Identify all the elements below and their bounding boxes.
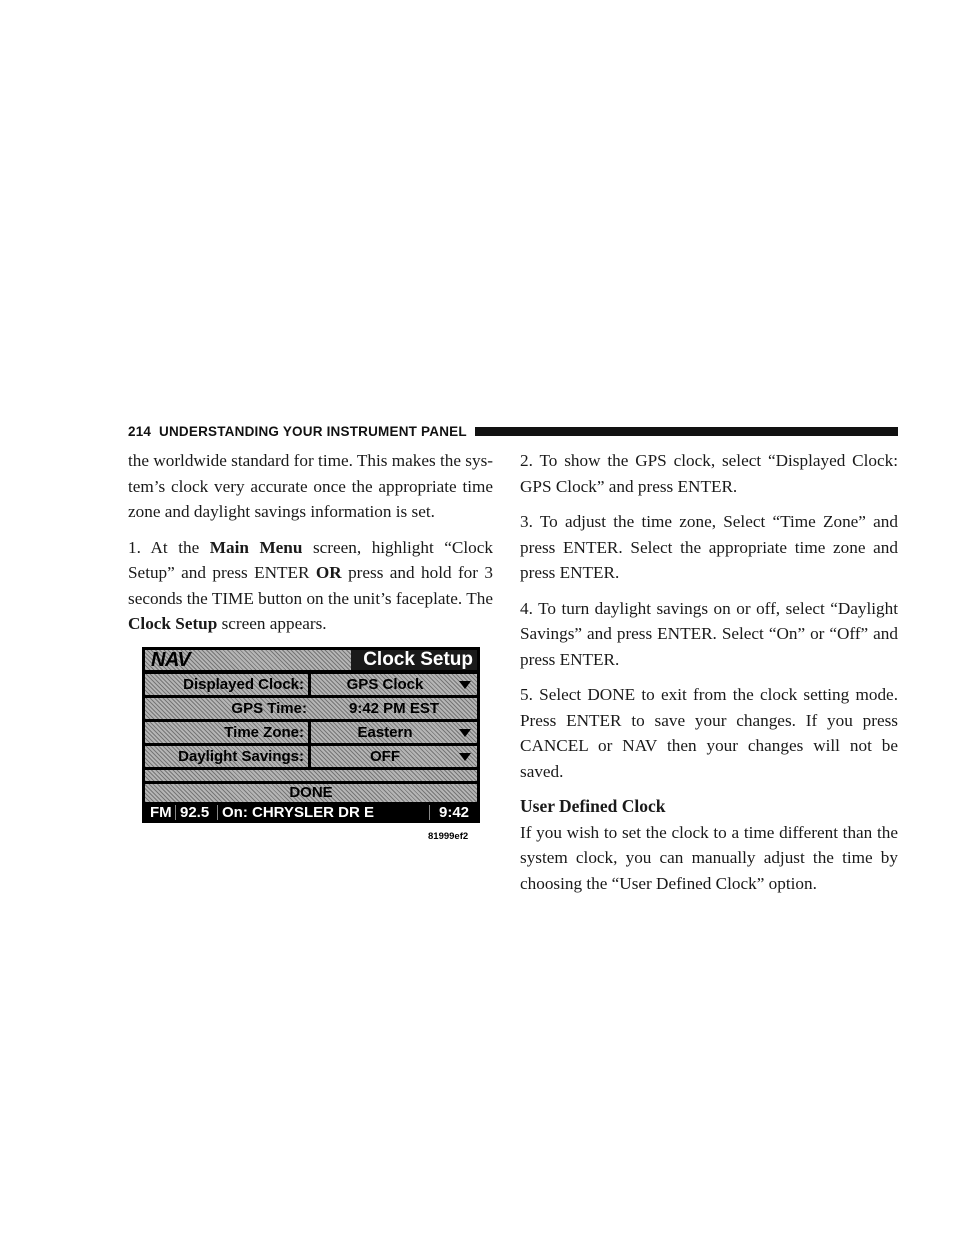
status-separator [429,805,430,820]
section-heading: User Defined Clock [520,796,666,816]
status-separator [175,805,176,820]
daylight-savings-row [145,746,477,767]
user-defined-clock-paragraph: If you wish to set the clock to a time different than the system clock, you can manually adjust the time by choosing the “User Defined Clock” option. [520,822,898,893]
status-separator [217,805,218,820]
spacer-row [145,770,477,781]
street-label: On: CHRYSLER DR E [222,803,374,821]
main-menu-term: Main Menu [209,537,303,557]
step-1-text-g: screen appears. [217,614,327,633]
dropdown-arrow-icon [459,681,471,689]
step-3-paragraph: 3. To adjust the time zone, Select “Time Zone” and press ENTER. Select the appropriate time zone and press ENTER. [520,512,898,582]
or-term: OR [315,563,342,582]
nav-label: NAV [151,648,191,671]
band-label: FM [150,803,172,821]
step-2-paragraph: 2. To show the GPS clock, select “Displayed Clock: GPS Clock” and press ENTER. [520,451,898,496]
step-1-paragraph [128,535,493,637]
gps-time-row [145,698,477,719]
frequency-label: 92.5 [180,803,210,821]
displayed-clock-row [145,674,477,695]
page-header [128,422,898,440]
step-1-text-a: 1. At the [128,537,210,557]
row-label: GPS Time: [231,699,307,717]
right-column [520,448,898,906]
screen-status-bar [145,804,477,821]
dropdown-arrow-icon [459,729,471,737]
row-value: 9:42 PM EST [348,699,440,717]
clock-setup-term: Clock Setup [128,614,218,633]
screen-title: Clock Setup [351,650,477,670]
time-zone-row [145,722,477,743]
dropdown-arrow-icon [459,753,471,761]
header-text [128,424,475,439]
left-column [128,448,493,849]
done-button: DONE [145,784,477,802]
step-5-paragraph: 5. Select DONE to exit from the clock setting mode. Press ENTER to save your changes. If you press CANCEL or NAV then your changes will not be saved. [520,685,898,781]
clock-setup-screen-figure [142,647,480,823]
step-1-text-c: screen, highlight “Clock Setup” and press ENTER [128,537,493,582]
row-label: Time Zone: [145,722,308,743]
figure-id: 81999ef2 [428,830,469,842]
header-rule [475,427,898,436]
row-value: OFF [311,746,477,767]
page-number: 214 [128,423,152,439]
clock-time-label: 9:42 [439,803,470,821]
row-value: Eastern [311,722,477,743]
section-title: UNDERSTANDING YOUR INSTRUMENT PANEL [159,423,467,439]
step-1-text-e: press and hold for 3 seconds the TIME button on the unit’s faceplate. The [128,563,493,608]
step-4-paragraph: 4. To turn daylight savings on or off, select “Daylight Savings” and press ENTER. Select “On” or “Off” and press ENTER. [520,598,898,669]
screen-title-bar [145,650,477,670]
row-label: Daylight Savings: [145,746,308,767]
row-label: Displayed Clock: [145,674,308,695]
row-value: GPS Clock [311,674,477,695]
intro-paragraph: the worldwide standard for time. This makes the sys- tem’s clock very accurate once the appropriate time zone and daylight savings information is set. [128,451,493,521]
